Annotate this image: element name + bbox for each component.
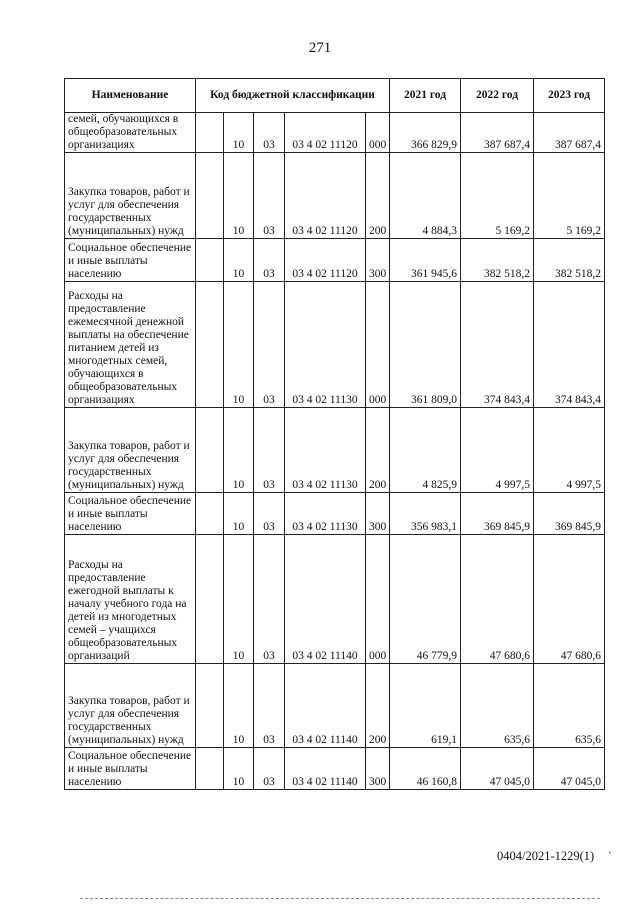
row-value-2021: 4 825,9 [390, 408, 461, 493]
row-name: Закупка товаров, работ и услуг для обеспечения государственных (муниципальных) нужд [65, 408, 196, 493]
row-value-2022: 382 518,2 [461, 239, 534, 282]
row-section: 10 [224, 748, 254, 790]
row-target-article: 03 4 02 11130 [285, 493, 366, 535]
row-value-2021: 4 884,3 [390, 153, 461, 239]
row-value-2022: 4 997,5 [461, 408, 534, 493]
row-name: Социальное обеспечение и иные выплаты населению [65, 748, 196, 790]
row-value-2023: 382 518,2 [534, 239, 605, 282]
row-expense-type: 000 [366, 282, 390, 408]
header-name: Наименование [65, 79, 196, 113]
row-empty-cell [196, 664, 224, 748]
row-name: Закупка товаров, работ и услуг для обеспечения государственных (муниципальных) нужд [65, 153, 196, 239]
row-empty-cell [196, 408, 224, 493]
table-row [65, 408, 605, 493]
row-subsection: 03 [254, 493, 285, 535]
row-subsection: 03 [254, 748, 285, 790]
table-row [65, 493, 605, 535]
row-value-2023: 369 845,9 [534, 493, 605, 535]
row-expense-type: 300 [366, 239, 390, 282]
row-name: Закупка товаров, работ и услуг для обеспечения государственных (муниципальных) нужд [65, 664, 196, 748]
row-value-2021: 46 779,9 [390, 535, 461, 664]
row-value-2021: 619,1 [390, 664, 461, 748]
row-value-2021: 356 983,1 [390, 493, 461, 535]
row-value-2022: 635,6 [461, 664, 534, 748]
row-section: 10 [224, 113, 254, 153]
row-target-article: 03 4 02 11130 [285, 282, 366, 408]
row-target-article: 03 4 02 11120 [285, 113, 366, 153]
row-target-article: 03 4 02 11130 [285, 408, 366, 493]
table-row [65, 748, 605, 790]
row-value-2021: 361 809,0 [390, 282, 461, 408]
table-row [65, 535, 605, 664]
row-section: 10 [224, 239, 254, 282]
row-section: 10 [224, 282, 254, 408]
header-2022: 2022 год [461, 79, 534, 113]
row-subsection: 03 [254, 664, 285, 748]
row-expense-type: 200 [366, 153, 390, 239]
table-row [65, 664, 605, 748]
row-value-2021: 361 945,6 [390, 239, 461, 282]
row-expense-type: 000 [366, 113, 390, 153]
row-empty-cell [196, 493, 224, 535]
row-name: Расходы на предоставление ежемесячной денежной выплаты на обеспечение питанием детей из многодетных семей, обучающихся в общеобразовательных организациях [65, 282, 196, 408]
row-empty-cell [196, 282, 224, 408]
row-value-2022: 47 680,6 [461, 535, 534, 664]
header-2021: 2021 год [390, 79, 461, 113]
row-subsection: 03 [254, 113, 285, 153]
row-target-article: 03 4 02 11120 [285, 153, 366, 239]
row-expense-type: 300 [366, 493, 390, 535]
scan-mark: ` [608, 849, 612, 863]
row-value-2023: 4 997,5 [534, 408, 605, 493]
table-row [65, 113, 605, 153]
row-value-2022: 47 045,0 [461, 748, 534, 790]
table-row [65, 282, 605, 408]
scan-artifact-line [80, 898, 600, 899]
row-empty-cell [196, 748, 224, 790]
row-subsection: 03 [254, 153, 285, 239]
row-subsection: 03 [254, 282, 285, 408]
header-2023: 2023 год [534, 79, 605, 113]
table-header-row [65, 79, 605, 113]
table-row [65, 239, 605, 282]
row-target-article: 03 4 02 11140 [285, 748, 366, 790]
row-value-2023: 635,6 [534, 664, 605, 748]
row-expense-type: 000 [366, 535, 390, 664]
row-expense-type: 300 [366, 748, 390, 790]
row-subsection: 03 [254, 408, 285, 493]
row-value-2023: 47 680,6 [534, 535, 605, 664]
row-value-2022: 387 687,4 [461, 113, 534, 153]
row-value-2023: 47 045,0 [534, 748, 605, 790]
row-section: 10 [224, 408, 254, 493]
row-value-2022: 369 845,9 [461, 493, 534, 535]
row-value-2022: 374 843,4 [461, 282, 534, 408]
row-name: Социальное обеспечение и иные выплаты населению [65, 239, 196, 282]
row-section: 10 [224, 664, 254, 748]
row-name: Социальное обеспечение и иные выплаты населению [65, 493, 196, 535]
row-value-2023: 387 687,4 [534, 113, 605, 153]
row-value-2023: 374 843,4 [534, 282, 605, 408]
header-code: Код бюджетной классификации [196, 79, 390, 113]
document-code: 0404/2021-1229(1) [497, 849, 595, 863]
table-row [65, 153, 605, 239]
row-expense-type: 200 [366, 664, 390, 748]
row-value-2021: 366 829,9 [390, 113, 461, 153]
row-section: 10 [224, 535, 254, 664]
page-number: 271 [308, 40, 332, 56]
row-target-article: 03 4 02 11140 [285, 664, 366, 748]
row-target-article: 03 4 02 11140 [285, 535, 366, 664]
row-name: Расходы на предоставление ежегодной выплаты к началу учебного года на детей из многодетных семей – учащихся общеобразовательных организаций [65, 535, 196, 664]
row-expense-type: 200 [366, 408, 390, 493]
row-section: 10 [224, 153, 254, 239]
row-value-2022: 5 169,2 [461, 153, 534, 239]
row-empty-cell [196, 239, 224, 282]
row-empty-cell [196, 153, 224, 239]
row-value-2021: 46 160,8 [390, 748, 461, 790]
row-target-article: 03 4 02 11120 [285, 239, 366, 282]
row-empty-cell [196, 113, 224, 153]
row-name: семей, обучающихся в общеобразовательных организациях [65, 113, 196, 153]
row-subsection: 03 [254, 535, 285, 664]
row-empty-cell [196, 535, 224, 664]
row-subsection: 03 [254, 239, 285, 282]
budget-table [64, 78, 605, 790]
row-value-2023: 5 169,2 [534, 153, 605, 239]
row-section: 10 [224, 493, 254, 535]
